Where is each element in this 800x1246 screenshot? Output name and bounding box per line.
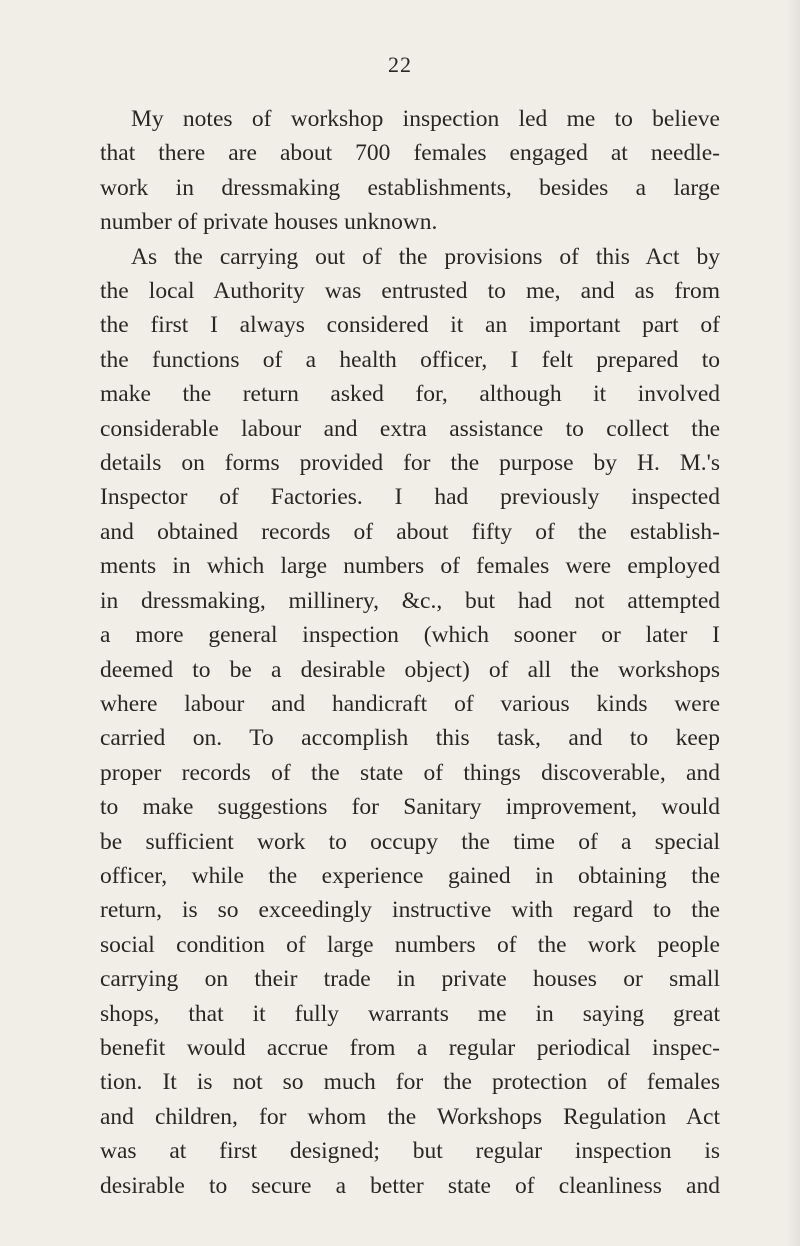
- text-line: Inspector of Factories. I had previously inspected: [100, 484, 720, 511]
- body-text: [100, 102, 720, 1203]
- text-line: return, is so exceedingly instructive with regard to the: [100, 897, 720, 924]
- text-line: number of private houses unknown.: [100, 209, 438, 236]
- text-line: officer, while the experience gained in obtaining the: [100, 862, 720, 889]
- text-line: carrying on their trade in private houses or small: [100, 966, 720, 993]
- text-line: ments in which large numbers of females were employed: [100, 553, 720, 580]
- text-line: deemed to be a desirable object) of all the workshops: [100, 656, 720, 683]
- text-line: My notes of workshop inspection led me to believe: [131, 106, 720, 132]
- text-line: work in dressmaking establishments, besides a large: [100, 174, 720, 201]
- text-line: tion. It is not so much for the protection of females: [100, 1069, 720, 1096]
- page-edge-shadow: [786, 0, 800, 1246]
- text-line: in dressmaking, millinery, &c., but had not attempted: [100, 587, 720, 614]
- text-line: social condition of large numbers of the work people: [100, 931, 720, 958]
- text-line: proper records of the state of things discoverable, and: [100, 759, 720, 786]
- text-line: considerable labour and extra assistance to collect the: [100, 415, 720, 442]
- text-line: to make suggestions for Sanitary improvement, would: [100, 794, 720, 821]
- text-line: where labour and handicraft of various kinds were: [100, 690, 720, 717]
- text-line: benefit would accrue from a regular periodical inspec-: [100, 1034, 720, 1061]
- text-line: make the return asked for, although it involved: [100, 381, 720, 408]
- text-line: the functions of a health officer, I felt prepared to: [100, 346, 720, 373]
- text-line: be sufficient work to occupy the time of a special: [100, 828, 720, 855]
- text-line: the local Authority was entrusted to me, and as from: [100, 278, 720, 305]
- text-line: shops, that it fully warrants me in saying great: [100, 1000, 720, 1027]
- page-number: 22: [388, 52, 412, 77]
- text-line: that there are about 700 females engaged at needle-: [100, 140, 720, 167]
- text-line: and children, for whom the Workshops Regulation Act: [100, 1103, 720, 1130]
- text-line: details on forms provided for the purpose by H. M.'s: [100, 450, 720, 477]
- text-line: carried on. To accomplish this task, and to keep: [100, 725, 720, 752]
- text-line: As the carrying out of the provisions of this Act by: [131, 243, 720, 270]
- text-line: was at first designed; but regular inspection is: [100, 1138, 720, 1165]
- text-line: the first I always considered it an important part of: [100, 312, 720, 339]
- text-line: desirable to secure a better state of cleanliness and: [100, 1172, 720, 1199]
- text-line: a more general inspection (which sooner or later I: [100, 622, 720, 649]
- text-line: and obtained records of about fifty of the establish-: [100, 518, 720, 545]
